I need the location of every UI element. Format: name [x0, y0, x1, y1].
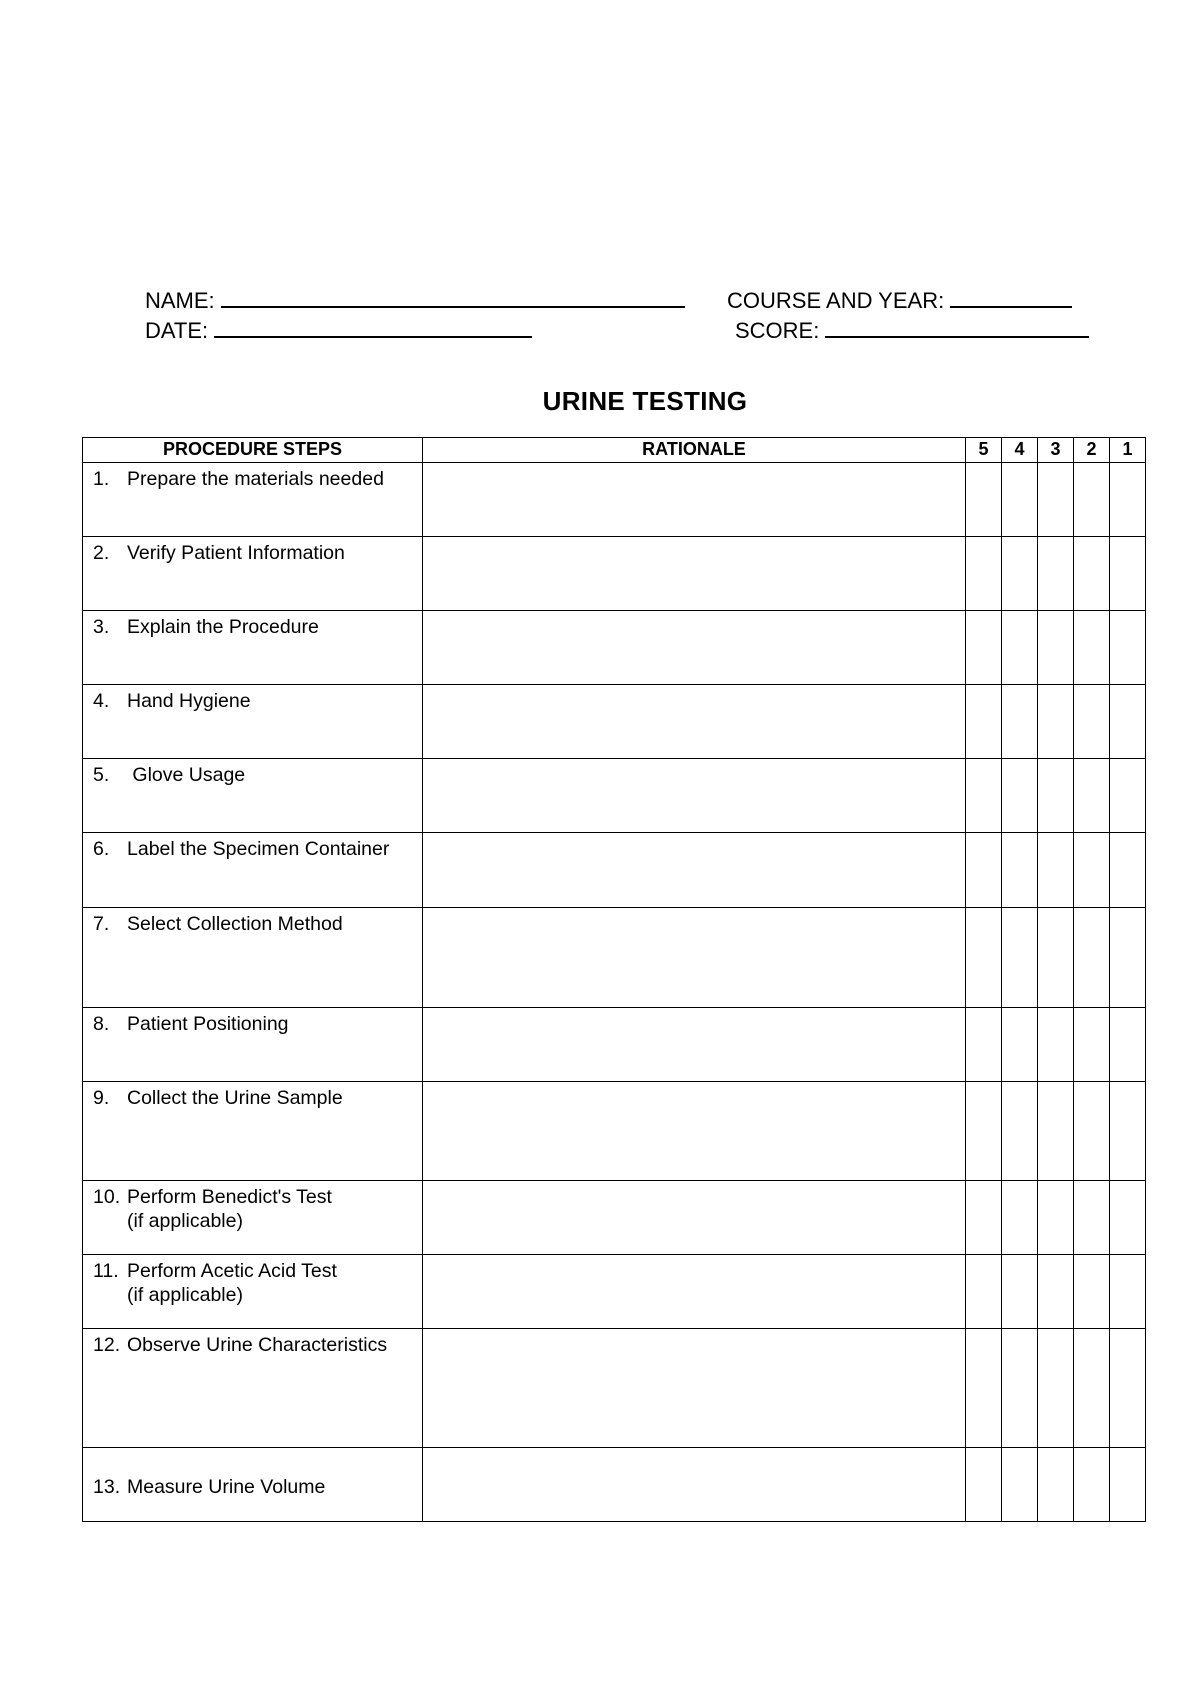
score-3-cell[interactable] — [1038, 463, 1074, 537]
score-2-cell[interactable] — [1074, 759, 1110, 833]
name-blank-line[interactable] — [221, 286, 685, 308]
step-number: 12. — [93, 1334, 121, 1356]
name-label: NAME: — [145, 288, 215, 313]
step-number: 1. — [93, 468, 110, 490]
procedure-step-cell — [83, 1255, 423, 1329]
score-2-cell[interactable] — [1074, 685, 1110, 759]
score-5-cell[interactable] — [966, 537, 1002, 611]
score-5-cell[interactable] — [966, 1448, 1002, 1522]
score-field[interactable] — [735, 316, 1089, 344]
table-row — [83, 908, 1146, 1008]
procedure-step-cell — [83, 1329, 423, 1448]
procedure-step-cell — [83, 759, 423, 833]
table-row — [83, 611, 1146, 685]
score-4-cell[interactable] — [1002, 1181, 1038, 1255]
table-row — [83, 759, 1146, 833]
score-3-cell[interactable] — [1038, 1448, 1074, 1522]
procedure-checklist-table — [82, 437, 1146, 1522]
table-row — [83, 1448, 1146, 1522]
step-number: 5. — [93, 764, 110, 786]
procedure-step-cell — [83, 537, 423, 611]
course-year-label: COURSE AND YEAR: — [727, 288, 945, 313]
step-text: Collect the Urine Sample — [127, 1087, 343, 1109]
table-header-row — [83, 438, 1146, 463]
score-4-cell[interactable] — [1002, 833, 1038, 908]
step-text: Verify Patient Information — [127, 542, 345, 564]
table-row — [83, 1329, 1146, 1448]
date-label: DATE: — [145, 318, 209, 343]
score-1-cell[interactable] — [1110, 1181, 1146, 1255]
rationale-cell[interactable] — [423, 1329, 966, 1448]
score-3-cell[interactable] — [1038, 611, 1074, 685]
score-3-cell[interactable] — [1038, 1008, 1074, 1082]
score-3-cell[interactable] — [1038, 1255, 1074, 1329]
score-4-cell[interactable] — [1002, 1329, 1038, 1448]
step-number: 10. — [93, 1186, 121, 1208]
course-year-field[interactable] — [727, 286, 1072, 314]
table-row — [83, 685, 1146, 759]
score-2-cell[interactable] — [1074, 1255, 1110, 1329]
step-text: Patient Positioning — [127, 1013, 289, 1035]
score-4-cell[interactable] — [1002, 685, 1038, 759]
rationale-cell[interactable] — [423, 463, 966, 537]
score-1-cell[interactable] — [1110, 1082, 1146, 1181]
score-blank-line[interactable] — [825, 316, 1089, 338]
step-text: Label the Specimen Container — [127, 838, 390, 860]
rationale-cell[interactable] — [423, 1255, 966, 1329]
step-number: 8. — [93, 1013, 110, 1035]
column-header-score-5: 5 — [966, 438, 1002, 463]
procedure-step-cell — [83, 1448, 423, 1522]
score-3-cell[interactable] — [1038, 537, 1074, 611]
column-header-procedure-steps: PROCEDURE STEPS — [83, 438, 423, 463]
score-1-cell[interactable] — [1110, 1255, 1146, 1329]
step-number: 9. — [93, 1087, 110, 1109]
score-1-cell[interactable] — [1110, 537, 1146, 611]
table-row — [83, 1255, 1146, 1329]
table-row — [83, 1181, 1146, 1255]
score-4-cell[interactable] — [1002, 759, 1038, 833]
score-5-cell[interactable] — [966, 463, 1002, 537]
rationale-cell[interactable] — [423, 537, 966, 611]
column-header-score-1: 1 — [1110, 438, 1146, 463]
score-5-cell[interactable] — [966, 833, 1002, 908]
score-4-cell[interactable] — [1002, 1255, 1038, 1329]
score-1-cell[interactable] — [1110, 1329, 1146, 1448]
step-number: 2. — [93, 542, 110, 564]
score-2-cell[interactable] — [1074, 1181, 1110, 1255]
score-3-cell[interactable] — [1038, 908, 1074, 1008]
step-text: Measure Urine Volume — [127, 1475, 326, 1498]
score-3-cell[interactable] — [1038, 1181, 1074, 1255]
score-1-cell[interactable] — [1110, 833, 1146, 908]
table-row — [83, 1082, 1146, 1181]
score-1-cell[interactable] — [1110, 1008, 1146, 1082]
score-2-cell[interactable] — [1074, 908, 1110, 1008]
score-3-cell[interactable] — [1038, 759, 1074, 833]
score-5-cell[interactable] — [966, 1255, 1002, 1329]
column-header-score-2: 2 — [1074, 438, 1110, 463]
table-row — [83, 463, 1146, 537]
score-4-cell[interactable] — [1002, 463, 1038, 537]
table-row — [83, 1008, 1146, 1082]
column-header-rationale: RATIONALE — [423, 438, 966, 463]
step-number: 13. — [93, 1475, 121, 1498]
score-3-cell[interactable] — [1038, 1082, 1074, 1181]
step-text: Observe Urine Characteristics — [127, 1334, 388, 1356]
step-text: Perform Acetic Acid Test — [127, 1260, 337, 1282]
score-2-cell[interactable] — [1074, 537, 1110, 611]
rationale-cell[interactable] — [423, 611, 966, 685]
rationale-cell[interactable] — [423, 685, 966, 759]
date-blank-line[interactable] — [214, 316, 532, 338]
rationale-cell[interactable] — [423, 1181, 966, 1255]
score-5-cell[interactable] — [966, 1329, 1002, 1448]
procedure-step-cell — [83, 833, 423, 908]
score-3-cell[interactable] — [1038, 833, 1074, 908]
score-2-cell[interactable] — [1074, 1329, 1110, 1448]
score-4-cell[interactable] — [1002, 1008, 1038, 1082]
score-5-cell[interactable] — [966, 908, 1002, 1008]
score-1-cell[interactable] — [1110, 611, 1146, 685]
score-5-cell[interactable] — [966, 685, 1002, 759]
score-3-cell[interactable] — [1038, 1329, 1074, 1448]
rationale-cell[interactable] — [423, 1008, 966, 1082]
step-text: Perform Benedict's Test — [127, 1186, 332, 1208]
step-number: 4. — [93, 690, 110, 712]
score-1-cell[interactable] — [1110, 908, 1146, 1008]
column-header-score-3: 3 — [1038, 438, 1074, 463]
score-5-cell[interactable] — [966, 759, 1002, 833]
step-number: 6. — [93, 838, 110, 860]
rationale-cell[interactable] — [423, 908, 966, 1008]
score-label: SCORE: — [735, 318, 820, 343]
rationale-cell[interactable] — [423, 1448, 966, 1522]
score-2-cell[interactable] — [1074, 1448, 1110, 1522]
step-text: Prepare the materials needed — [127, 468, 384, 490]
procedure-step-cell — [83, 908, 423, 1008]
date-field[interactable] — [145, 316, 532, 344]
column-header-score-4: 4 — [1002, 438, 1038, 463]
name-field[interactable] — [145, 286, 685, 314]
course-year-blank-line[interactable] — [950, 286, 1072, 308]
score-1-cell[interactable] — [1110, 685, 1146, 759]
score-2-cell[interactable] — [1074, 1082, 1110, 1181]
step-subtext: (if applicable) — [127, 1284, 243, 1306]
step-number: 11. — [93, 1260, 119, 1282]
rationale-cell[interactable] — [423, 759, 966, 833]
page-title: URINE TESTING — [542, 386, 748, 416]
procedure-step-cell — [83, 1008, 423, 1082]
step-text: Glove Usage — [127, 764, 246, 786]
score-2-cell[interactable] — [1074, 1008, 1110, 1082]
procedure-step-cell — [83, 1082, 423, 1181]
step-subtext: (if applicable) — [127, 1210, 243, 1232]
score-5-cell[interactable] — [966, 611, 1002, 685]
score-1-cell[interactable] — [1110, 463, 1146, 537]
procedure-step-cell — [83, 685, 423, 759]
score-4-cell[interactable] — [1002, 537, 1038, 611]
score-1-cell[interactable] — [1110, 1448, 1146, 1522]
procedure-step-cell — [83, 611, 423, 685]
score-5-cell[interactable] — [966, 1181, 1002, 1255]
procedure-step-cell — [83, 463, 423, 537]
score-3-cell[interactable] — [1038, 685, 1074, 759]
score-2-cell[interactable] — [1074, 463, 1110, 537]
score-5-cell[interactable] — [966, 1008, 1002, 1082]
step-number: 3. — [93, 616, 110, 638]
step-text: Select Collection Method — [127, 913, 343, 935]
step-text: Hand Hygiene — [127, 690, 251, 712]
score-4-cell[interactable] — [1002, 1448, 1038, 1522]
step-text: Explain the Procedure — [127, 616, 319, 638]
score-2-cell[interactable] — [1074, 833, 1110, 908]
step-number: 7. — [93, 913, 110, 935]
rationale-cell[interactable] — [423, 1082, 966, 1181]
procedure-step-cell — [83, 1181, 423, 1255]
score-4-cell[interactable] — [1002, 908, 1038, 1008]
score-4-cell[interactable] — [1002, 611, 1038, 685]
score-1-cell[interactable] — [1110, 759, 1146, 833]
rationale-cell[interactable] — [423, 833, 966, 908]
table-row — [83, 537, 1146, 611]
score-4-cell[interactable] — [1002, 1082, 1038, 1181]
table-row — [83, 833, 1146, 908]
score-2-cell[interactable] — [1074, 611, 1110, 685]
score-5-cell[interactable] — [966, 1082, 1002, 1181]
